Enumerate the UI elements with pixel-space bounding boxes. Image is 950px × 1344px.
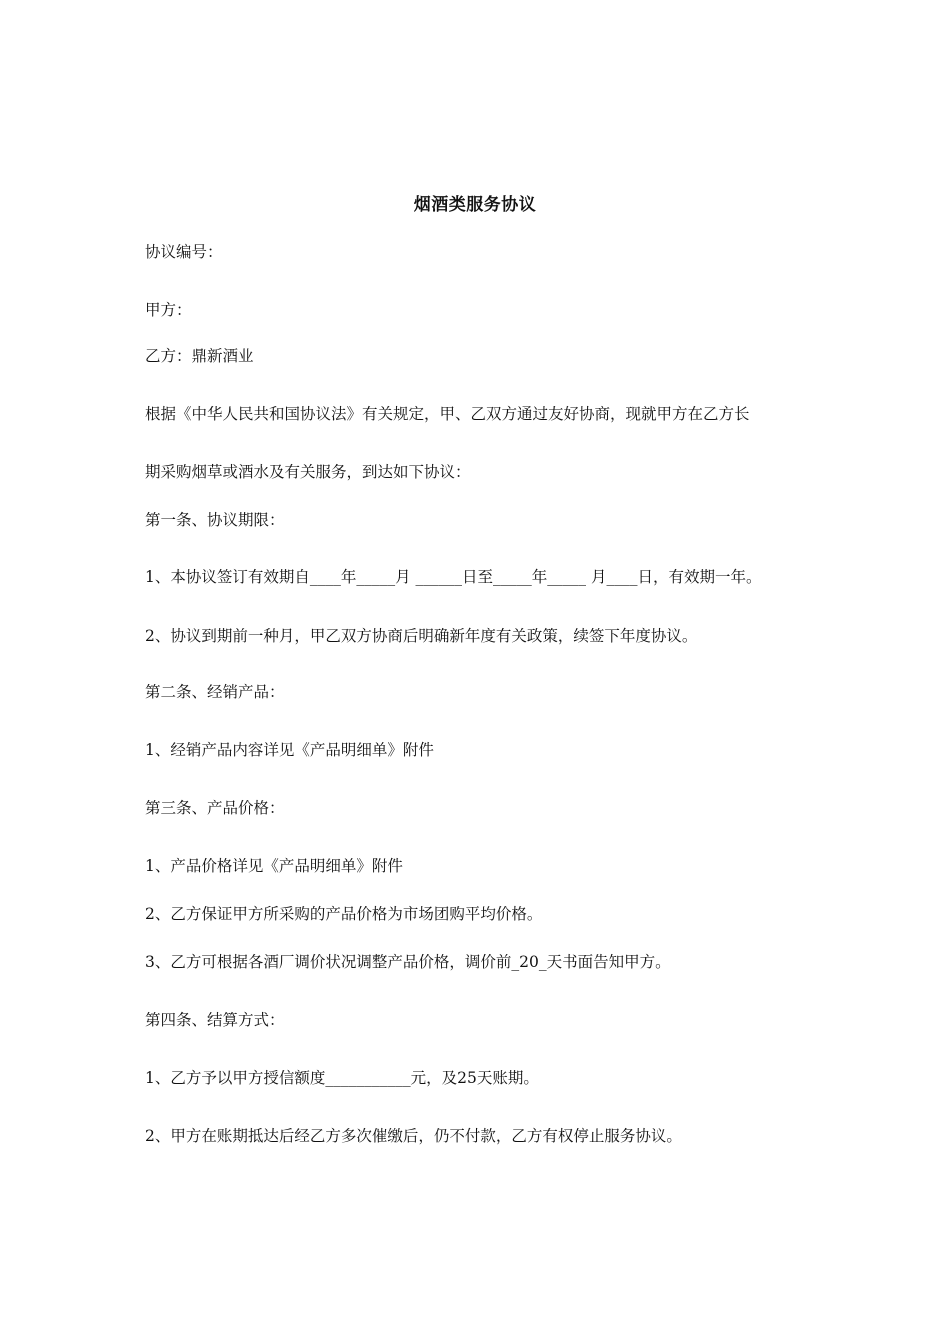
article-2-clause-1: 1、经销产品内容详见《产品明细单》附件 [145,741,434,759]
document-title: 烟酒类服务协议 [413,195,537,215]
article-3-clause-1: 1、产品价格详见《产品明细单》附件 [145,857,403,875]
article-2-heading: 第二条、经销产品： [145,683,285,701]
article-4-heading: 第四条、结算方式： [145,1011,285,1029]
article-4-clause-2: 2、甲方在账期抵达后经乙方多次催缴后，仍不付款，乙方有权停止服务协议。 [145,1127,682,1145]
preamble-line-1: 根据《中华人民共和国协议法》有关规定，甲、乙双方通过友好协商，现就甲方在乙方长 [145,405,750,423]
article-3-heading: 第三条、产品价格： [145,799,285,817]
article-3-clause-2: 2、乙方保证甲方所采购的产品价格为市场团购平均价格。 [145,905,543,923]
article-1-clause-1: 1、本协议签订有效期自____年_____月 ______日至_____年_____ 月____日，有效期一年。 [145,568,762,586]
party-b-line: 乙方：鼎新酒业 [145,347,254,365]
party-a-line: 甲方： [145,301,192,319]
article-1-heading: 第一条、协议期限： [145,511,285,529]
article-4-clause-1: 1、乙方予以甲方授信额度___________元，及25天账期。 [145,1069,539,1087]
preamble-line-2: 期采购烟草或酒水及有关服务，到达如下协议： [145,463,471,481]
article-1-clause-2: 2、协议到期前一种月，甲乙双方协商后明确新年度有关政策，续签下年度协议。 [145,627,698,645]
agreement-number-line: 协议编号： [145,243,223,261]
article-3-clause-3: 3、乙方可根据各酒厂调价状况调整产品价格，调价前_20_天书面告知甲方。 [145,953,671,971]
